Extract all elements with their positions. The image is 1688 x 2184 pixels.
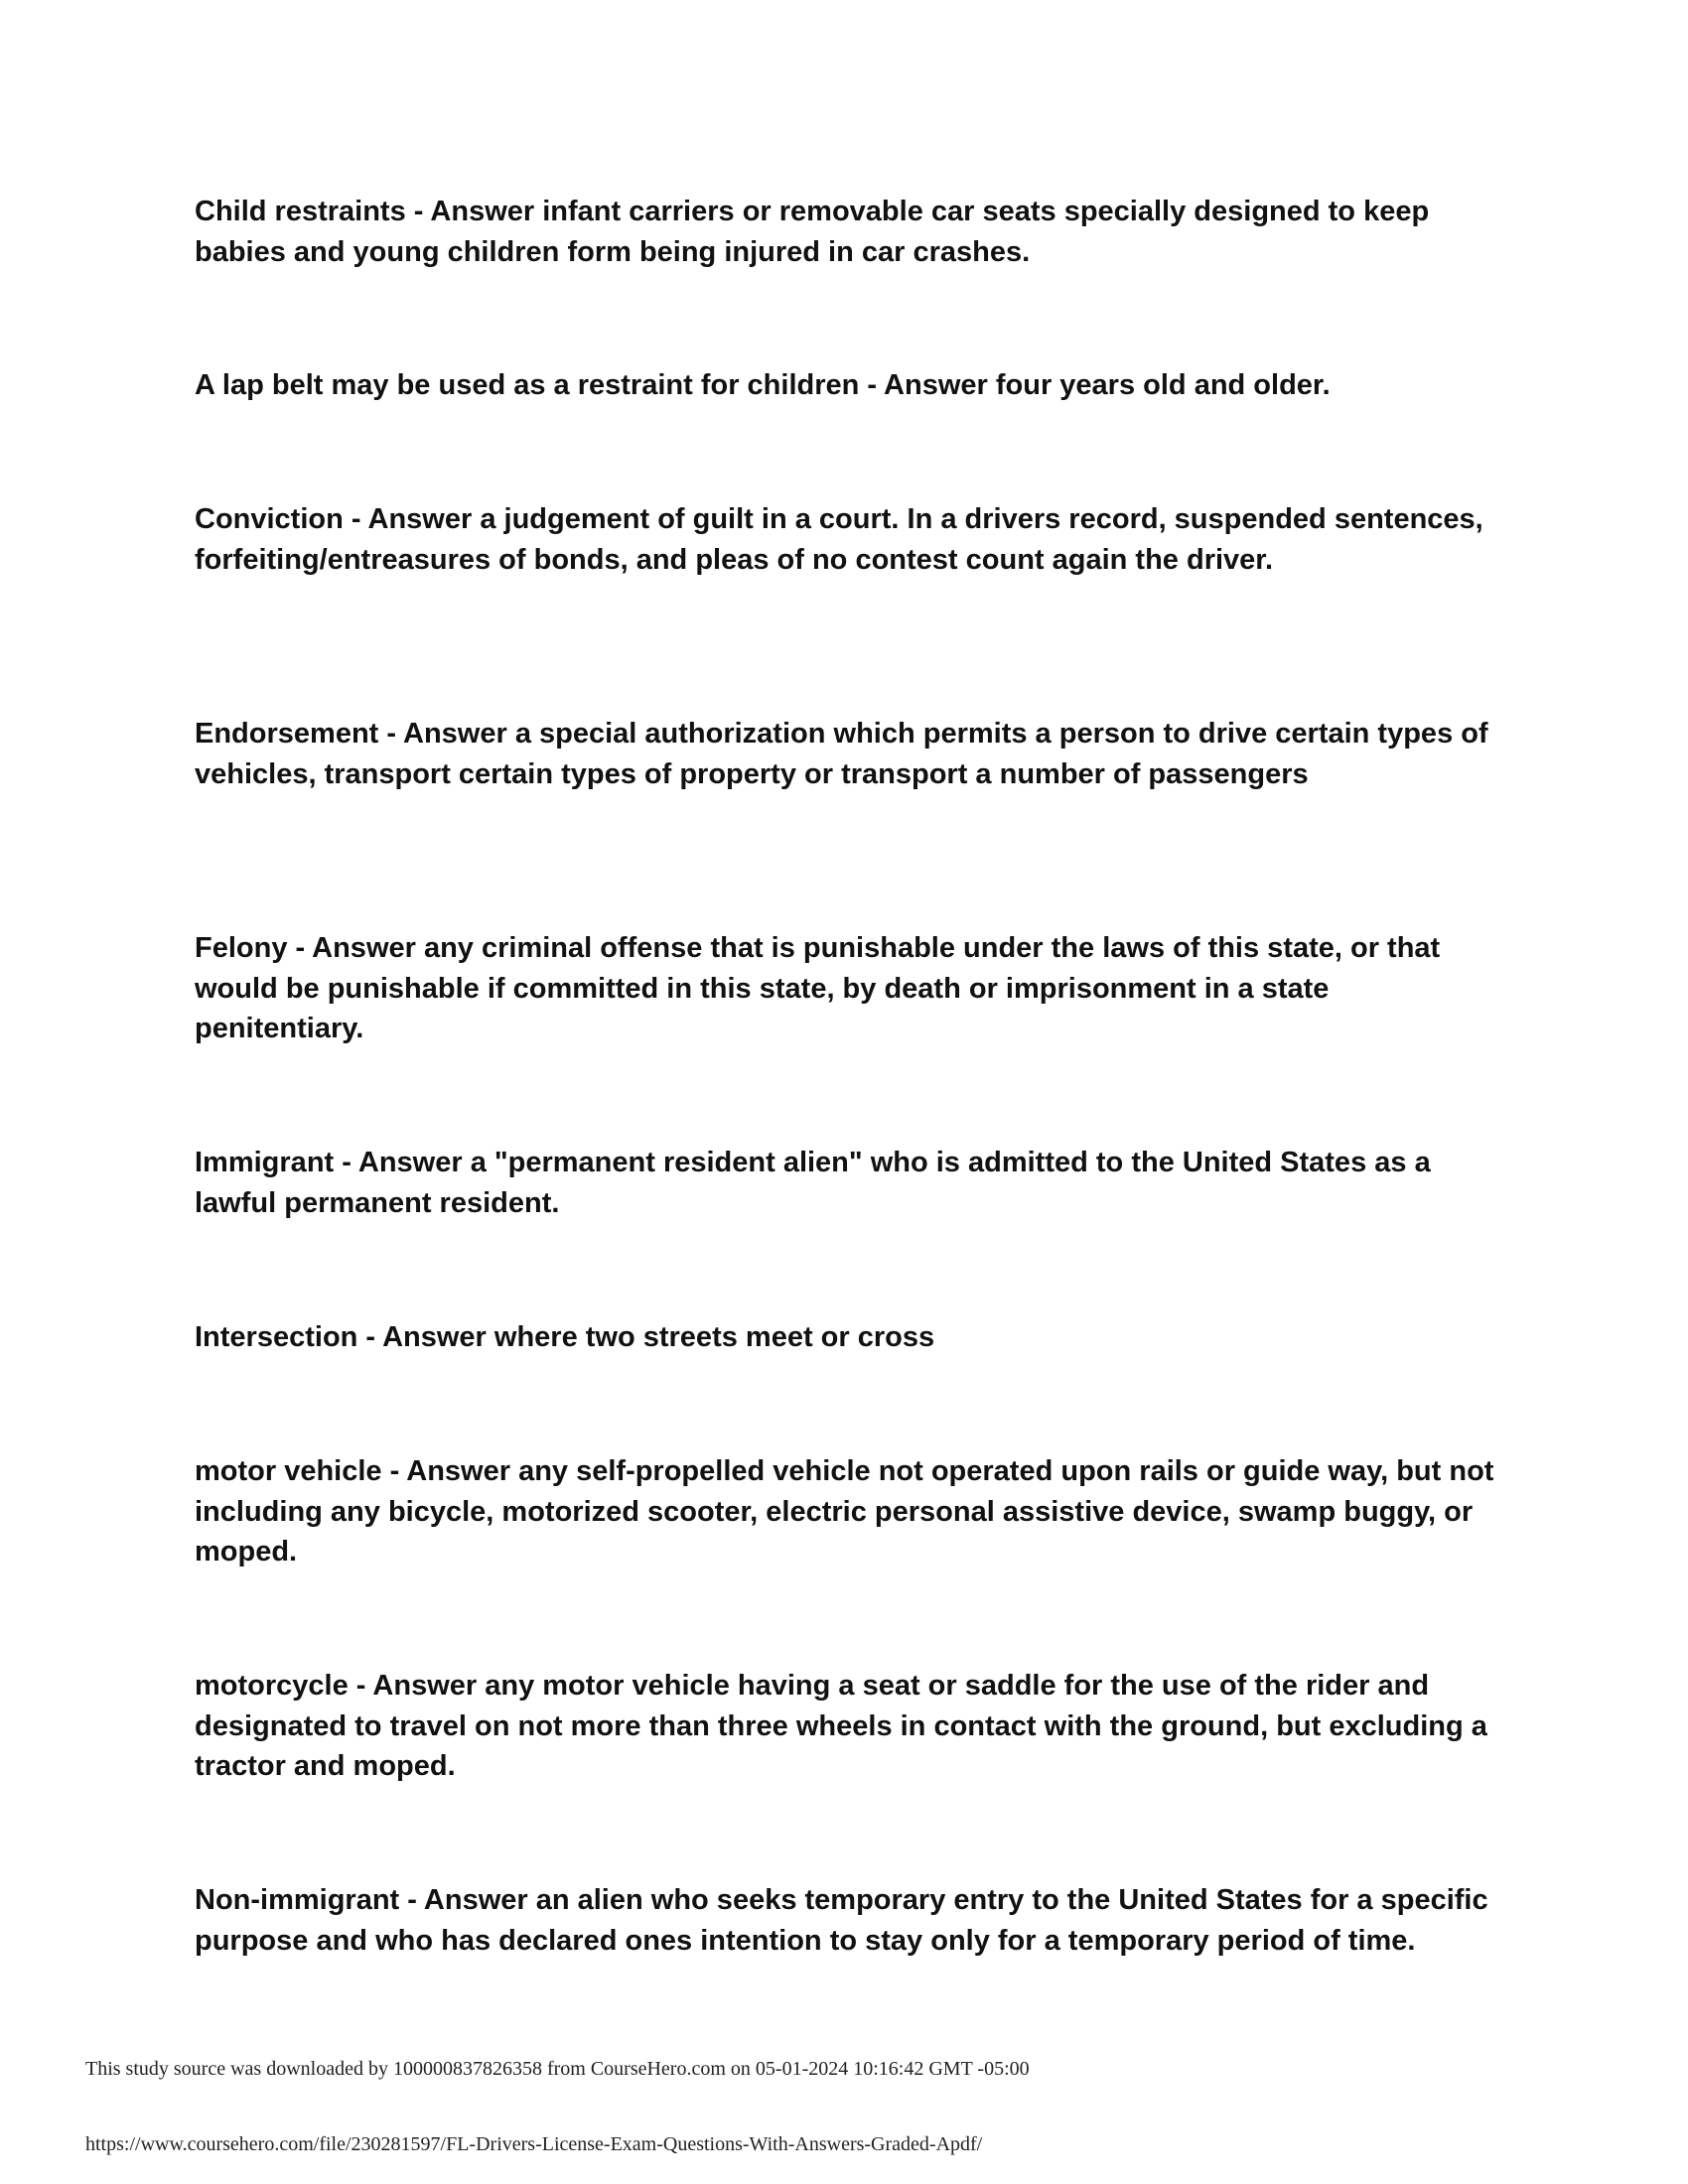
footer-source-notice: This study source was downloaded by 100000837826358 from CourseHero.com on 05-01-2024 10:16:42 GMT -05:00 <box>85 2058 1030 2080</box>
entry-motorcycle: motorcycle - Answer any motor vehicle having a seat or saddle for the use of the rider and designated to travel on not more than three wheels in contact with the ground, but excluding a tractor and moped. <box>195 1670 1487 1782</box>
entry-endorsement: Endorsement - Answer a special authorization which permits a person to drive certain types of vehicles, transport certain types of property or transport a number of passengers <box>195 718 1488 790</box>
entry-intersection: Intersection - Answer where two streets meet or cross <box>195 1321 935 1353</box>
entry-child-restraints: Child restraints - Answer infant carriers or removable car seats specially designed to keep babies and young children form being injured in car crashes. <box>195 196 1430 268</box>
entry-immigrant: Immigrant - Answer a "permanent resident alien" who is admitted to the United States as a lawful permanent resident. <box>195 1147 1431 1219</box>
footer-url[interactable]: https://www.coursehero.com/file/230281597/FL-Drivers-License-Exam-Questions-With-Answers-Graded-Apdf/ <box>85 2133 983 2155</box>
entry-non-immigrant: Non-immigrant - Answer an alien who seeks temporary entry to the United States for a specific purpose and who has declared ones intention to stay only for a temporary period of time. <box>195 1884 1488 1957</box>
entry-motor-vehicle: motor vehicle - Answer any self-propelled vehicle not operated upon rails or guide way, but not including any bicycle, motorized scooter, electric personal assistive device, swamp buggy, or moped. <box>195 1455 1494 1568</box>
entry-felony: Felony - Answer any criminal offense that is punishable under the laws of this state, or that would be punishable if committed in this state, by death or imprisonment in a state penitentiary. <box>195 932 1441 1044</box>
entry-conviction: Conviction - Answer a judgement of guilt in a court. In a drivers record, suspended sentences, forfeiting/entreasures of bonds, and pleas of no contest count again the driver. <box>195 503 1483 576</box>
entry-lap-belt: A lap belt may be used as a restraint for children - Answer four years old and older. <box>195 369 1331 401</box>
